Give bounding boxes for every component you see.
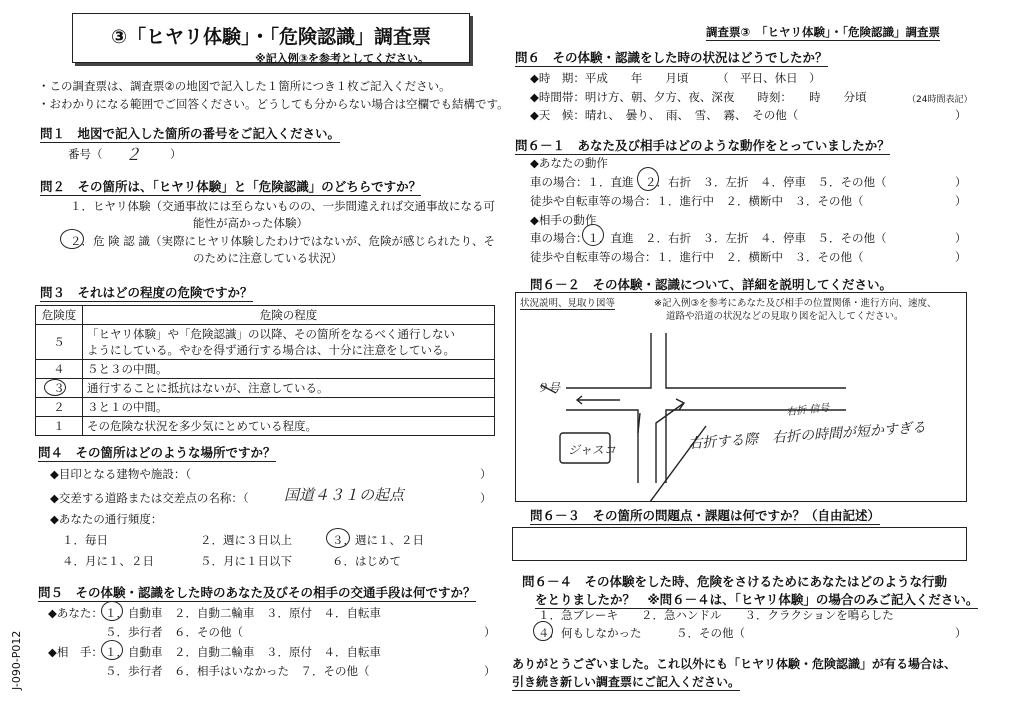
q4-f6: ６．はじめて [332, 554, 401, 568]
closing-line-2: 引き続き新しい調査票にご記入ください。 [512, 675, 741, 689]
col-level: 危険度 [36, 306, 83, 325]
sketch-box-label: 状況説明、見取り図等 [520, 295, 615, 310]
table-row [36, 379, 495, 398]
q5-you-close: ） [484, 625, 496, 639]
q4-landmark: ◆目印となる建物や施設：（ [50, 467, 192, 481]
q1-close: ） [170, 147, 182, 161]
q61-car-circle [637, 167, 659, 191]
q2-opt2: ２．危 険 認 識（実際にヒヤリ体験したわけではないが、危険が感じられたり、そ [70, 234, 495, 248]
desc-line: 「ヒヤリ体験」や「危険認識」の以降、その箇所をなるべく通行しない [87, 327, 455, 341]
sketch-note-1: ※記入例③を参考にあなた及び相手の位置関係・進行方向、速度、 [654, 298, 937, 309]
risk-table [35, 305, 495, 436]
q2-opt1b: 能性が高かった体験） [193, 216, 308, 230]
q6-weather: ◆天 候：晴れ、 曇り、 雨、 雪、 霧、 その他（ [530, 108, 799, 122]
table-row [36, 325, 495, 360]
q2-label: 問２ その箇所は、「ヒヤリ体験」と「危険認識」のどちらですか？ [40, 179, 422, 194]
q64-label: 問６－４ その体験をした時、危険をさけるためにあなたはどのような行動 [522, 574, 948, 589]
q64-opts-1: １．急ブレーキ ２．急ハンドル ３．クラクションを鳴らした [538, 608, 894, 622]
table-row [36, 398, 495, 417]
q4-f2: ２．週に３日以上 [200, 533, 292, 547]
sketch-box[interactable] [515, 292, 967, 502]
sketch-text: 右折する際 右折の時間が短かすぎる [687, 419, 927, 453]
q61-partner: ◆相手の動作 [530, 213, 597, 227]
side-code: J-090-P012 [10, 630, 23, 690]
q2-opt1: １．ヒヤリ体験（交通事故には至らないものの、一歩間違えれば交通事故になる可 [70, 199, 496, 213]
q4-f5: ５．月に１日以下 [200, 554, 292, 568]
q64-selected-circle [533, 621, 553, 641]
q61-pcar-circle [582, 224, 604, 246]
table-header-row [36, 306, 495, 325]
level-selected: ３ [53, 381, 65, 395]
sketch-small-text: 右折 信号 [785, 402, 830, 419]
q5-partner-opts2: ５．歩行者 ６．相手はいなかった ７．その他（ [105, 664, 370, 678]
level-cell: １ [36, 417, 83, 436]
right-header: 調査票③ 「ヒヤリ体験」・「危険認識」調査票 [706, 25, 940, 39]
q61-car-close: ） [955, 175, 967, 189]
sketch-drawing [516, 293, 966, 501]
q6-label: 問６ その体験・認識をした時の状況はどうでしたか？ [515, 50, 828, 65]
q1-field: 番号（ [68, 147, 103, 161]
level-cell: ５ [36, 325, 83, 360]
intro-line-2: ・おわかりになる範囲でご回答ください。どうしても分からない場合は空欄でも結構です。 [38, 97, 509, 111]
q6-time-note: （24時間表記） [907, 95, 973, 105]
q4-intersection-close: ） [480, 491, 492, 505]
q4-landmark-close: ） [480, 467, 492, 481]
q64-opts-2: ４．何もしなかった ５．その他（ [538, 626, 745, 640]
q61-car: 車の場合：１．直進 ２．右折 ３．左折 ４．停車 ５．その他（ [530, 175, 887, 189]
closing-line-1: ありがとうございました。これ以外にも「ヒヤリ体験・危険認識」が有る場合は、 [512, 657, 957, 671]
q5-you-opts2: ５．歩行者 ６．その他（ [105, 625, 243, 639]
q3-label: 問３ それはどの程度の危険ですか？ [40, 285, 253, 300]
q4-freq: ◆あなたの通行頻度： [50, 512, 163, 526]
level-cell: ２ [36, 398, 83, 417]
q1-answer[interactable]: ２ [125, 145, 142, 164]
q4-intersection: ◆交差する道路または交差点の名称：（ [50, 491, 249, 505]
q64-close: ） [955, 626, 967, 640]
q61-pwalk-close: ） [955, 250, 967, 264]
desc-cell: ３と１の中間。 [83, 398, 495, 417]
q4-f3: ３．週に１、２日 [332, 533, 424, 547]
q64-label-2: をとりましたか？ ※問６－４は、「ヒヤリ体験」の場合のみご記入ください。 [535, 592, 979, 607]
q63-answer-box[interactable] [512, 527, 967, 561]
q5-partner: ◆相 手： [48, 645, 103, 659]
desc-cell: 通行することに抵抗はないが、注意している。 [83, 379, 495, 398]
q61-pwalk: 徒歩や自転車等の場合：１．進行中 ２．横断中 ３．その他（ [530, 250, 864, 264]
page-title: ③「ヒヤリ体験」・「危険認識」調査票 [110, 26, 432, 48]
desc-cell [83, 325, 495, 360]
intro-line-1: ・この調査票は、調査票②の地図で記入した１箇所につき１枚ご記入ください。 [38, 79, 451, 93]
q5-partner-opts1: １．自動車 ２．自動二輪車 ３．原付 ４．自転車 [105, 645, 381, 659]
q1-label: 問１ 地図で記入した箇所の番号をご記入ください。 [40, 126, 341, 141]
sketch-shop-label: ジャスコ [568, 443, 616, 457]
q5-partner-circle [101, 640, 123, 660]
q4-label: 問４ その箇所はどのような場所ですか？ [38, 445, 276, 460]
table-row [36, 360, 495, 379]
q61-walk: 徒歩や自転車等の場合：１．進行中 ２．横断中 ３．その他（ [530, 194, 864, 208]
q6-period: ◆時 期：平成 年 月頃 （ 平日、休日 ） [530, 71, 821, 85]
q4-f3-circle [326, 528, 350, 548]
q63-label: 問６－３ その箇所の問題点・課題は何ですか？（自由記述） [530, 508, 881, 523]
sketch-road-label: ９号 [536, 381, 561, 395]
q4-f1: １．毎日 [62, 533, 108, 547]
desc-line: ようにしている。やむを得ず通行する場合は、十分に注意をしている。 [87, 343, 455, 357]
q62-label: 問６－２ その体験・認識について、詳細を説明してください。 [530, 277, 893, 292]
q5-label: 問５ その体験・認識をした時のあなた及びその相手の交通手段は何ですか？ [38, 585, 476, 600]
sketch-note-2: 道路や沿道の状況などの見取り図を記入してください。 [666, 311, 904, 322]
q6-time: ◆時間帯：明け方、朝、夕方、夜、深夜 時刻： 時 分頃 [530, 90, 867, 104]
q6-weather-close: ） [955, 108, 967, 122]
q5-you-circle [101, 601, 123, 621]
q5-partner-close: ） [484, 664, 496, 678]
level-selected-circle [44, 379, 66, 396]
q5-you-opts1: １．自動車 ２．自動二輪車 ３．原付 ４．自転車 [105, 606, 381, 620]
q4-f4: ４．月に１、２日 [62, 554, 154, 568]
desc-cell: その危険な状況を多少気にとめている程度。 [83, 417, 495, 436]
q2-opt2b: のために注意している状況） [193, 251, 343, 265]
q5-you: ◆あなた： [48, 606, 103, 620]
q61-pcar-close: ） [955, 231, 967, 245]
q4-intersection-answer[interactable]: 国道４３１の起点 [284, 486, 405, 504]
level-cell: ４ [36, 360, 83, 379]
title-note: ※記入例③を参考としてください。 [255, 52, 430, 65]
q61-pcar: 車の場合：１．直進 ２．右折 ３．左折 ４．停車 ５．その他（ [530, 231, 887, 245]
q61-label: 問６－１ あなた及び相手はどのような動作をとっていましたか？ [515, 138, 890, 153]
level-cell [36, 379, 83, 398]
q61-you: ◆あなたの動作 [530, 156, 608, 170]
desc-cell: ５と３の中間。 [83, 360, 495, 379]
table-row [36, 417, 495, 436]
q61-walk-close: ） [955, 194, 967, 208]
col-desc: 危険の程度 [83, 306, 495, 325]
